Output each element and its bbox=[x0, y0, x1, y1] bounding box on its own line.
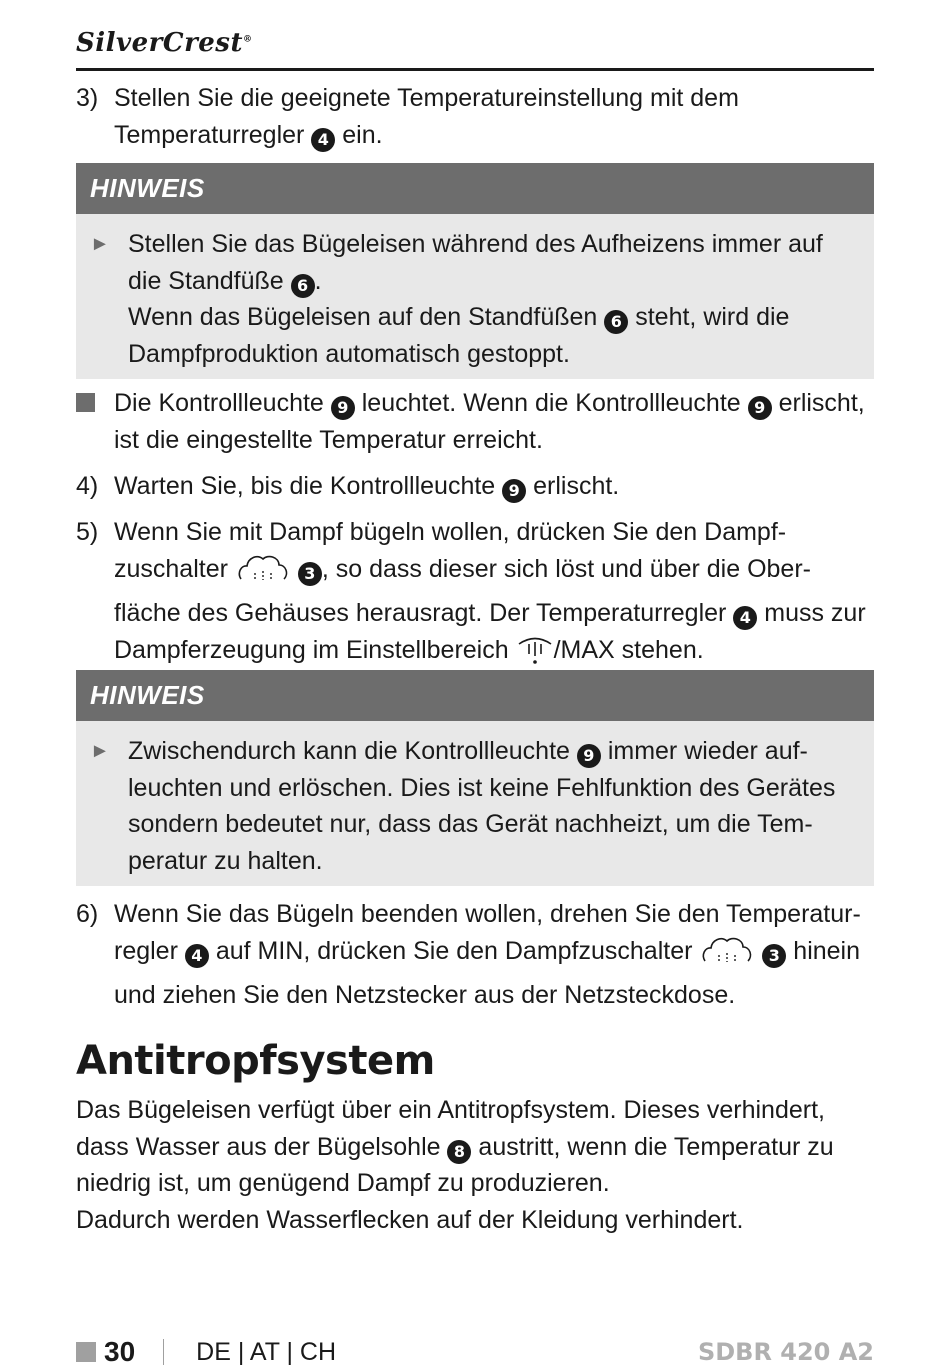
note-title: HINWEIS bbox=[76, 163, 874, 214]
country-codes: DE | AT | CH bbox=[196, 1337, 337, 1366]
step-5: 5) Wenn Sie mit Dampf bügeln wollen, drücken Sie den Dampf-zuschalter 3 , so dass dieser sich löst und über die Ober-fläche des Gehäuses herausragt. Der Temperaturregler 4 muss zur Dampferzeugung im Einstellbereich /MAX stehen. bbox=[76, 514, 874, 676]
ref-number: 9 bbox=[577, 744, 601, 768]
page-number: 30 bbox=[104, 1336, 136, 1367]
step-4: 4) Warten Sie, bis die Kontrollleuchte 9 erlischt. bbox=[76, 468, 874, 505]
ref-number: 6 bbox=[291, 274, 315, 298]
ref-number: 9 bbox=[331, 396, 355, 420]
note-box-1: HINWEIS ► Stellen Sie das Bügeleisen während des Aufheizens immer auf die Standfüße 6 . Wenn das Bügeleisen auf den Standfüßen 6 steht, wird die Dampfproduktion automatisch gestoppt. bbox=[76, 163, 874, 379]
square-bullet-icon bbox=[76, 385, 114, 458]
ref-number: 3 bbox=[762, 944, 786, 968]
page-footer bbox=[76, 1332, 874, 1372]
step-6: 6) Wenn Sie das Bügeln beenden wollen, drehen Sie den Temperatur-regler 4 auf MIN, drücken Sie den Dampfzuschalter 3 hinein und ziehen Sie den Netzstecker aus der Netzsteckdose. bbox=[76, 900, 861, 1009]
triangle-bullet-icon: ► bbox=[90, 740, 110, 762]
section-paragraph: Das Bügeleisen verfügt über ein Antitropfsystem. Dieses verhindert, dass Wasser aus der Bügelsohle 8 austritt, wenn die Temperatur zu niedrig ist, um genügend Dampf zu produzieren. Dadurch werden Wasserflecken auf der Kleidung verhindert. bbox=[76, 1096, 834, 1234]
steam-cloud-icon bbox=[699, 933, 755, 978]
note-box-2: HINWEIS ► Zwischendurch kann die Kontrollleuchte 9 immer wieder auf-leuchten und erlöschen. Dies ist keine Fehlfunktion des Gerätes sondern bedeutet nur, dass das Gerät nachheizt, um die Tem-peratur zu halten. bbox=[76, 670, 874, 886]
footer-divider bbox=[163, 1339, 164, 1365]
ref-number: 4 bbox=[311, 128, 335, 152]
model-number: SDBR 420 A2 bbox=[697, 1338, 874, 1366]
footer-square-icon bbox=[76, 1342, 96, 1362]
ref-number: 9 bbox=[748, 396, 772, 420]
ref-number: 6 bbox=[604, 310, 628, 334]
step-3: 3) Stellen Sie die geeignete Temperatureinstellung mit dem Temperaturregler 4 ein. bbox=[76, 80, 874, 153]
header-rule bbox=[76, 68, 874, 71]
brand-logo: SilverCrest® bbox=[76, 28, 253, 58]
steam-cloud-icon bbox=[235, 551, 291, 596]
ref-number: 3 bbox=[298, 562, 322, 586]
section-title: Antitropfsystem bbox=[76, 1038, 435, 1084]
note-title: HINWEIS bbox=[76, 670, 874, 721]
ref-number: 4 bbox=[185, 944, 209, 968]
ref-number: 9 bbox=[502, 479, 526, 503]
bullet-item: Die Kontrollleuchte 9 leuchtet. Wenn die Kontrollleuchte 9 erlischt, ist die eingestellte Temperatur erreicht. bbox=[76, 385, 874, 458]
triangle-bullet-icon: ► bbox=[90, 233, 110, 255]
ref-number: 8 bbox=[447, 1140, 471, 1164]
ref-number: 4 bbox=[733, 606, 757, 630]
